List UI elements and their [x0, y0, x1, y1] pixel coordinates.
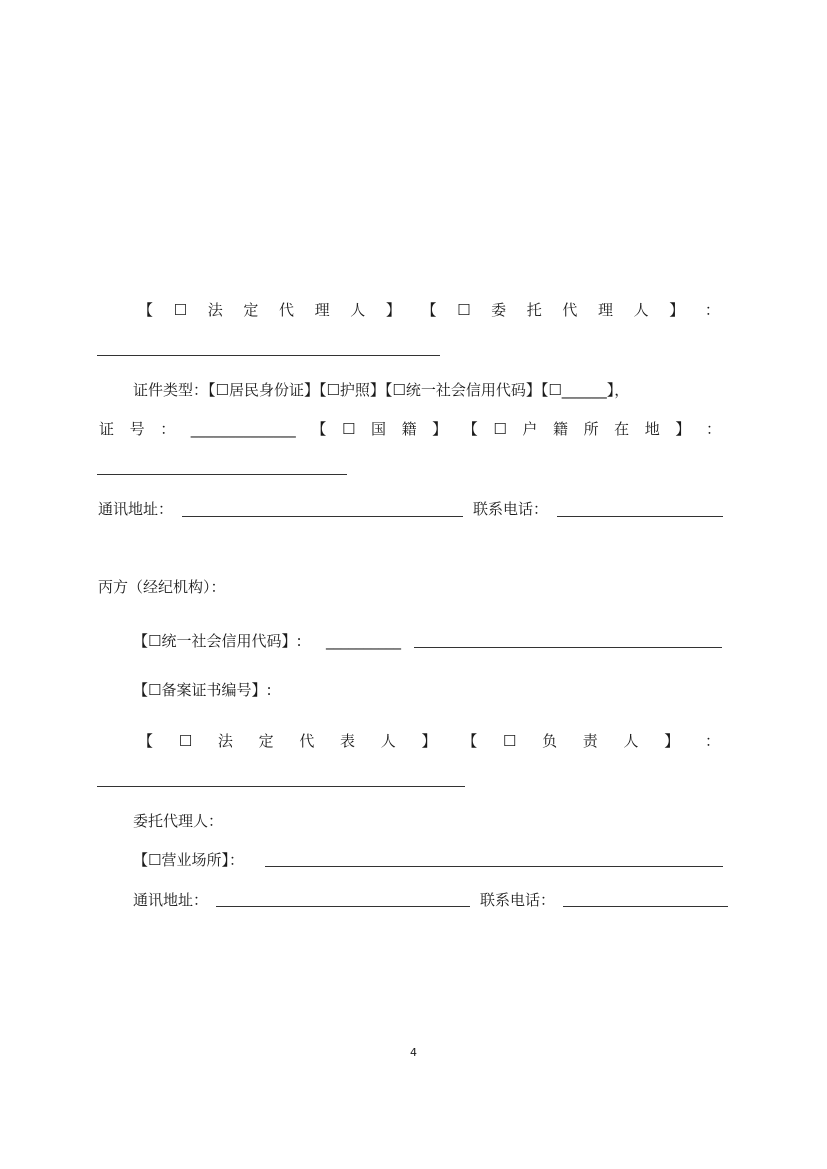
spaced-char: 所 [583, 420, 599, 438]
party-c-phone-blank [563, 906, 728, 907]
representative-line [138, 731, 720, 751]
spaced-char: 人 [633, 301, 649, 319]
spaced-char: 】 [421, 732, 437, 750]
spaced-char: 【 [138, 732, 154, 750]
agent-phone-label: 联系电话： [473, 500, 549, 518]
spaced-char: 法 [207, 301, 223, 319]
party-c-address-blank [216, 906, 470, 907]
filing-number-label: 【☐备案证书编号】: [133, 681, 272, 699]
spaced-char: ： [704, 301, 720, 319]
credit-code-value-blank [414, 647, 722, 648]
nationality-address-blank [97, 474, 347, 475]
spaced-char: 代 [278, 301, 294, 319]
spaced-char: 】 [432, 420, 448, 438]
agent-phone-blank [557, 516, 723, 517]
spaced-char: 理 [598, 301, 614, 319]
entrusted-agent-label: 委托代理人： [133, 812, 224, 830]
spaced-char: 】 [675, 420, 691, 438]
spaced-char: 证 [99, 420, 115, 438]
id-number-line [99, 419, 721, 439]
spaced-char: 在 [614, 420, 630, 438]
spaced-char: 定 [243, 301, 259, 319]
page-number: 4 [410, 1046, 417, 1059]
spaced-char: 责 [582, 732, 598, 750]
credit-code-label: 【☐统一社会信用代码】: [133, 632, 302, 650]
spaced-char: ______________ [190, 420, 296, 438]
spaced-char: 地 [644, 420, 660, 438]
spaced-char: ☐ [173, 301, 188, 319]
spaced-char: 【 [421, 301, 437, 319]
spaced-char: 表 [340, 732, 356, 750]
spaced-char: ☐ [493, 420, 507, 438]
spaced-char: 【 [462, 420, 478, 438]
spaced-char: 法 [217, 732, 233, 750]
spaced-char: 】 [669, 301, 685, 319]
party-c-phone-label: 联系电话： [480, 891, 556, 909]
spaced-char: 人 [380, 732, 396, 750]
spaced-char: 代 [562, 301, 578, 319]
spaced-char: ： [705, 420, 721, 438]
spaced-char: ☐ [341, 420, 356, 438]
spaced-char: 理 [314, 301, 330, 319]
spaced-char: 】 [385, 301, 401, 319]
spaced-char: 籍 [401, 420, 417, 438]
agent-address-blank [182, 516, 463, 517]
premises-label: 【☐营业场所】： [133, 851, 244, 869]
spaced-char: 】 [664, 732, 680, 750]
spaced-char: 【 [138, 301, 154, 319]
spaced-char: 籍 [552, 420, 568, 438]
spaced-char: ： [160, 420, 176, 438]
representative-blank [97, 786, 465, 787]
spaced-char: 委 [491, 301, 507, 319]
party-c-address-label: 通讯地址： [133, 891, 209, 909]
spaced-char: 人 [350, 301, 366, 319]
spaced-char: 代 [299, 732, 315, 750]
spaced-char: 【 [311, 420, 327, 438]
spaced-char: 人 [623, 732, 639, 750]
spaced-char: ☐ [502, 732, 517, 750]
agent-type-line [138, 300, 720, 320]
spaced-char: 号 [129, 420, 145, 438]
spaced-char: ☐ [457, 301, 471, 319]
id-type-line: 证件类型：【☐居民身份证】【☐护照】【☐统一社会信用代码】【☐______】， [133, 381, 630, 399]
spaced-char: 【 [462, 732, 478, 750]
premises-blank [265, 866, 723, 867]
credit-code-blank: __________ [326, 632, 401, 650]
agent-address-label: 通讯地址： [98, 500, 174, 518]
spaced-char: ☐ [178, 732, 193, 750]
party-c-heading: 丙方（经纪机构）： [98, 578, 226, 596]
spaced-char: 户 [522, 420, 538, 438]
spaced-char: 负 [542, 732, 558, 750]
spaced-char: ： [704, 732, 720, 750]
spaced-char: 定 [258, 732, 274, 750]
agent-name-blank [97, 355, 440, 356]
spaced-char: 国 [370, 420, 386, 438]
spaced-char: 托 [526, 301, 542, 319]
